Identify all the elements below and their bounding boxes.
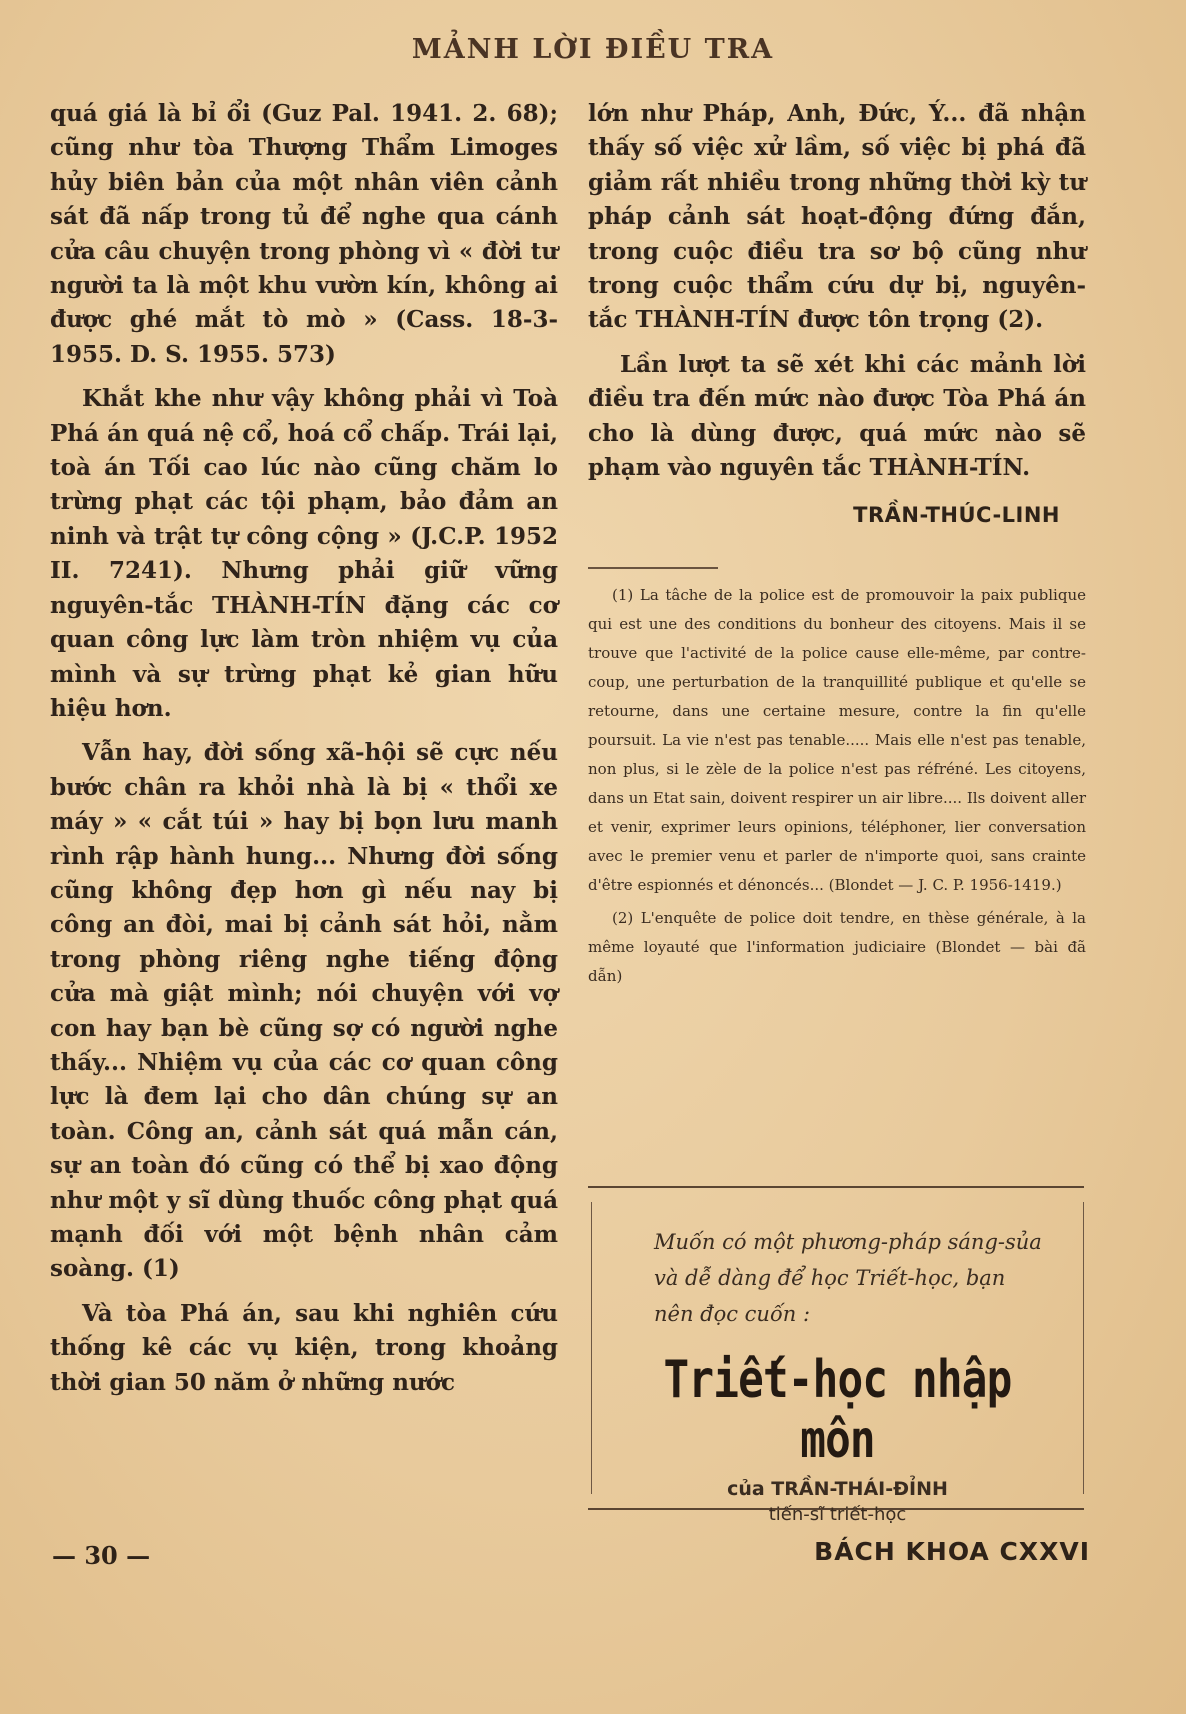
ad-book-title: Triết-học nhập môn [663, 1350, 1012, 1470]
advertisement-frame [591, 1202, 1084, 1525]
article-author: TRẦN-THÚC-LINH [853, 503, 1060, 528]
advertisement-box [588, 1186, 1084, 1525]
running-header: MẢNH LỜI ĐIỀU TRA [411, 34, 775, 65]
paragraph-5: lớn như Pháp, Anh, Đức, Ý... đã nhận thấy số việc xử lầm, số việc bị phá đã giảm rất nhiều trong những thời kỳ tư pháp cảnh sát hoạt-động đứng đắn, trong cuộc điều tra sơ bộ cũng như trong cuộc thẩm cứu dự bị, nguyên-tắc THÀNH-TÍN được tôn trọng (2). [588, 100, 1086, 334]
paragraph-6: Lần lượt ta sẽ xét khi các mảnh lời điều tra đến mức nào được Tòa Phá án cho là dùng được, quá mức nào sẽ phạm vào nguyên tắc THÀNH-TÍN. [588, 350, 1086, 482]
paragraph-3: Vẫn hay, đời sống xã-hội sẽ cực nếu bước chân ra khỏi nhà là bị « thổi xe máy » « cắt túi » hay bị bọn lưu manh rình rập hành hung... Nhưng đời sống cũng không đẹp hơn gì nếu nay bị công an đòi, mai bị cảnh sát hỏi, nằm trong phòng riêng nghe tiếng động cửa mà giật mình; nói chuyện với vợ con hay bạn bè cũng sợ có người nghe thấy... Nhiệm vụ của các cơ quan công lực là đem lại cho dân chúng sự an toàn. Công an, cảnh sát quá mẫn cán, sự an toàn đó cũng có thể bị xao động như một y sĩ dùng thuốc công phạt quá mạnh đối với một bệnh nhân cảm soàng. (1) [50, 739, 558, 1283]
page-number: — 30 — [52, 1541, 151, 1570]
paragraph-2: Khắt khe như vậy không phải vì Toà Phá án quá nệ cổ, hoá cổ chấp. Trái lại, toà án Tối cao lúc nào cũng chăm lo trừng phạt các tội phạm, bảo đảm an ninh và trật tự công cộng » (J.C.P. 1952 II. 7241). Nhưng phải giữ vững nguyên-tắc THÀNH-TÍN đặng các cơ quan công lực làm tròn nhiệm vụ của mình và sự trừng phạt kẻ gian hữu hiệu hơn. [50, 385, 558, 722]
journal-name: BÁCH KHOA CXXVI [814, 1537, 1090, 1566]
ad-lead-text: Muốn có một phương-pháp sáng-sủa và dễ dàng để học Triết-học, bạn nên đọc cuốn : [654, 1230, 1042, 1326]
footnote-2: (2) L'enquête de police doit tendre, en thèse générale, à la même loyauté que l'information judiciaire (Blondet — bài đã dẫn) [588, 909, 1086, 986]
paragraph-1: quá giá là bỉ ổi (Guz Pal. 1941. 2. 68); cũng như tòa Thượng Thẩm Limoges hủy biên bản của một nhân viên cảnh sát đã nấp trong tủ để nghe qua cánh cửa câu chuyện trong phòng vì « đời tư người ta là một khu vườn kín, không ai được ghé mắt tò mò » (Cass. 18-3-1955. D. S. 1955. 573) [50, 100, 558, 368]
left-column [50, 97, 558, 1400]
ad-book-author: của TRẦN-THÁI-ĐỈNH [727, 1478, 948, 1500]
footnote-divider [588, 567, 718, 569]
footnote-1: (1) La tâche de la police est de promouvoir la paix publique qui est une des conditions du bonheur des citoyens. Mais il se trouve que l'activité de la police cause elle-même, par contre-coup, une perturbation de la tranquillité publique et qu'elle se retourne, dans une certaine mesure, contre la fin qu'elle poursuit. La vie n'est pas tenable..... Mais elle n'est pas tenable, non plus, si le zèle de la police n'est pas réfréné. Les citoyens, dans un Etat sain, doivent respirer un air libre.... Ils doivent aller et venir, exprimer leurs opinions, téléphoner, lier conversation avec le premier venu et parler de n'importe quoi, sans crainte d'être espionnés et dénoncés... (Blondet — J. C. P. 1956-1419.) [588, 586, 1086, 895]
ad-author-degree: tiến-sĩ triết-học [768, 1504, 907, 1525]
right-column [588, 97, 1086, 991]
paragraph-4: Và tòa Phá án, sau khi nghiên cứu thống kê các vụ kiện, trong khoảng thời gian 50 năm ở những nước [50, 1299, 558, 1396]
